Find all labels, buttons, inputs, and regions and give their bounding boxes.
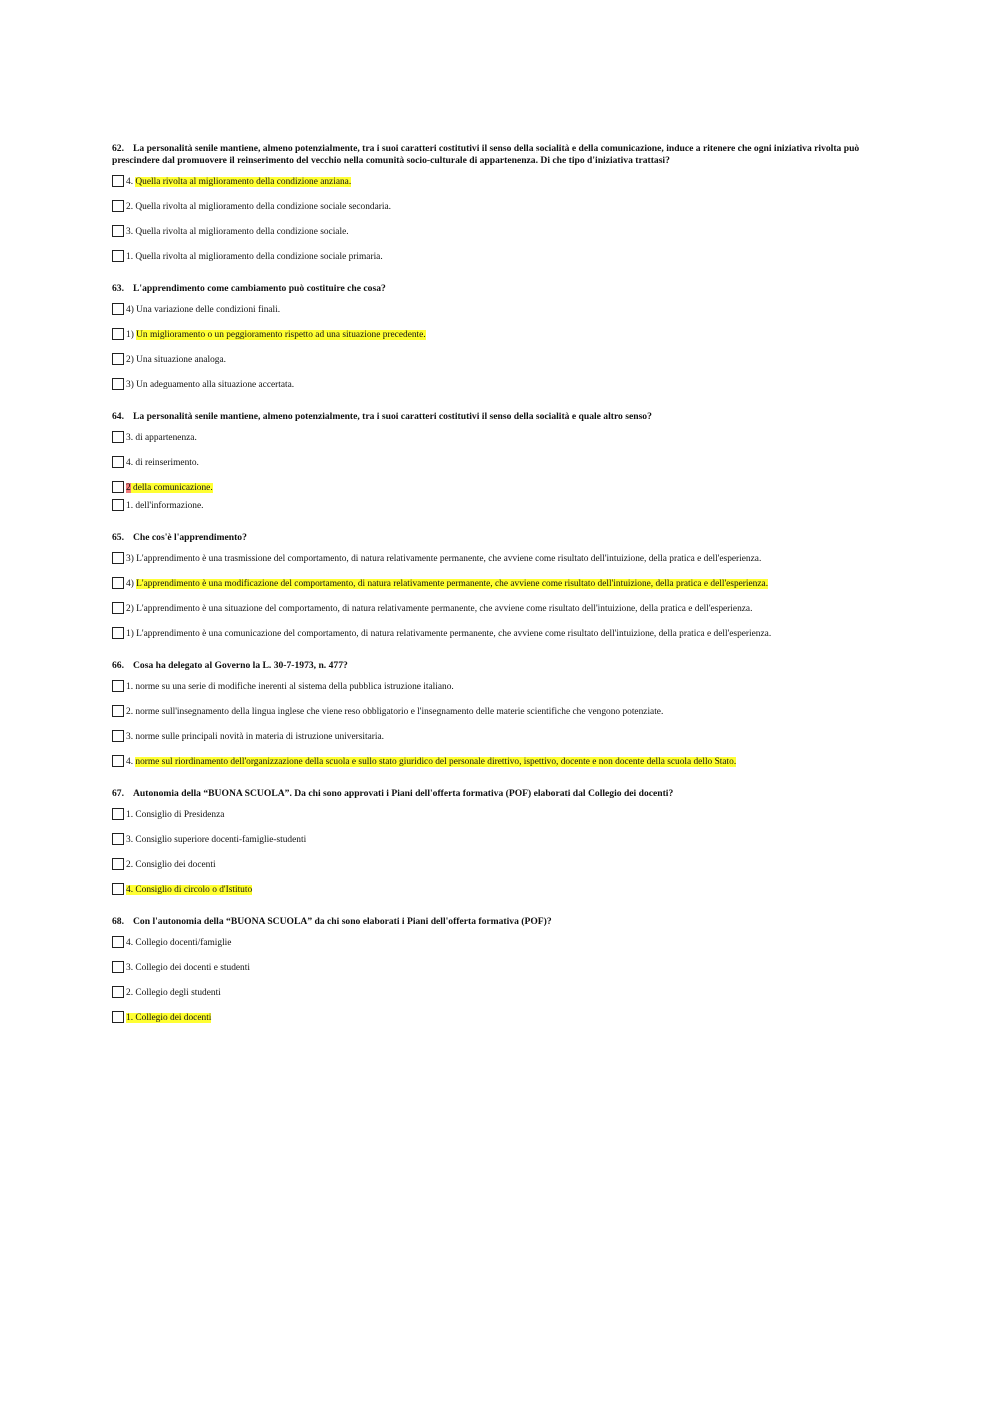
answer-text	[126, 200, 391, 213]
answer-label: di appartenenza.	[135, 433, 197, 443]
answer-option	[112, 353, 872, 367]
answer-prefix: 3.	[126, 963, 134, 973]
answer-label: Consiglio di circolo o d'Istituto	[135, 885, 253, 895]
answer-label: Quella rivolta al miglioramento della condizione sociale primaria.	[135, 252, 383, 262]
answer-option	[112, 808, 872, 822]
answer-text	[126, 225, 349, 238]
answer-checkbox[interactable]	[112, 353, 124, 365]
answer-prefix: 3.	[126, 835, 134, 845]
answer-text	[126, 680, 454, 693]
answer-label: Collegio dei docenti e studenti	[135, 963, 250, 973]
question-label: La personalità senile mantiene, almeno potenzialmente, tra i suoi caratteri costitutivi il senso della socialità e della comunicazione, induce a ritenere che ogni iniziativa rivolta può prescindere dal promuovere il reinserimento del vecchio nella comunità socio-culturale di appartenenza. Di che tipo d'iniziativa trattasi?	[112, 143, 860, 166]
answer-label: dell'informazione.	[135, 501, 204, 511]
answer-prefix: 4.	[126, 938, 134, 948]
answer-label: Quella rivolta al miglioramento della condizione sociale secondaria.	[135, 202, 392, 212]
answer-text	[126, 961, 250, 974]
answer-option	[112, 328, 872, 342]
answer-checkbox[interactable]	[112, 705, 124, 717]
answer-label: L'apprendimento è una situazione del comportamento, di natura relativamente permanente, che avviene come risultato dell'intuizione, della pratica e dell'esperienza.	[136, 604, 753, 614]
answer-prefix: 1.	[126, 682, 134, 692]
question-number: 65.	[112, 532, 124, 543]
answer-prefix: 1.	[126, 1013, 134, 1023]
answer-label: Consiglio di Presidenza	[135, 810, 225, 820]
answer-label: norme su una serie di modifiche inerenti al sistema della pubblica istruzione italiano.	[135, 682, 454, 692]
answer-text	[126, 499, 203, 512]
quiz-content	[112, 143, 872, 1044]
answer-checkbox[interactable]	[112, 499, 124, 511]
answer-label: Collegio docenti/famiglie	[135, 938, 232, 948]
answer-label: Collegio dei docenti	[135, 1013, 212, 1023]
answer-checkbox[interactable]	[112, 1011, 124, 1023]
question-text	[112, 143, 872, 167]
answer-label: Consiglio dei docenti	[135, 860, 216, 870]
answer-prefix: 2)	[126, 604, 134, 614]
answer-option	[112, 627, 872, 641]
answer-checkbox[interactable]	[112, 858, 124, 870]
answer-option	[112, 755, 872, 769]
answer-text	[126, 481, 213, 494]
answer-checkbox[interactable]	[112, 755, 124, 767]
answer-text	[126, 858, 216, 871]
answer-option	[112, 378, 872, 392]
answer-option	[112, 552, 872, 566]
question-text	[112, 411, 872, 423]
answer-label: Una variazione delle condizioni finali.	[136, 305, 281, 315]
answer-option	[112, 481, 872, 495]
answer-text	[126, 1011, 211, 1024]
answer-text	[126, 175, 351, 188]
answer-text	[126, 705, 663, 718]
question-66	[112, 660, 872, 769]
answer-prefix: 1)	[126, 330, 134, 340]
answer-text	[126, 552, 761, 565]
answer-checkbox[interactable]	[112, 328, 124, 340]
answer-option	[112, 883, 872, 897]
answer-prefix: 3)	[126, 380, 134, 390]
answer-text	[126, 833, 306, 846]
question-number: 63.	[112, 283, 124, 294]
question-text	[112, 916, 872, 928]
answer-text	[126, 303, 280, 316]
question-63	[112, 283, 872, 392]
answer-prefix: 4.	[126, 177, 134, 187]
answer-label: di reinserimento.	[135, 458, 199, 468]
answer-option	[112, 456, 872, 470]
question-64	[112, 411, 872, 513]
answer-prefix: 3.	[126, 433, 134, 443]
answer-label: L'apprendimento è una trasmissione del comportamento, di natura relativamente permanente, che avviene come risultato dell'intuizione, della pratica e dell'esperienza.	[136, 554, 762, 564]
question-label: Cosa ha delegato al Governo la L. 30-7-1973, n. 477?	[133, 660, 348, 671]
answer-checkbox[interactable]	[112, 808, 124, 820]
answer-label: della comunicazione.	[133, 483, 213, 493]
answer-text	[126, 431, 197, 444]
question-text	[112, 283, 872, 295]
question-number: 67.	[112, 788, 124, 799]
answer-checkbox[interactable]	[112, 627, 124, 639]
answer-option	[112, 225, 872, 239]
answer-option	[112, 303, 872, 317]
question-text	[112, 788, 872, 800]
answer-option	[112, 1011, 872, 1025]
answer-label: L'apprendimento è una comunicazione del comportamento, di natura relativamente permanente, che avviene come risultato dell'intuizione, della pratica e dell'esperienza.	[136, 629, 772, 639]
answer-option	[112, 577, 872, 591]
answer-prefix: 2	[126, 483, 131, 493]
answer-prefix: 2.	[126, 988, 134, 998]
question-number: 64.	[112, 411, 124, 422]
answer-text	[126, 602, 752, 615]
answer-prefix: 1)	[126, 629, 134, 639]
answer-prefix: 2.	[126, 202, 134, 212]
answer-checkbox[interactable]	[112, 431, 124, 443]
question-label: Autonomia della “BUONA SCUOLA”. Da chi sono approvati i Piani dell'offerta formativa (POF) elaborati dal Collegio dei docenti?	[133, 788, 674, 799]
answer-label: Un adeguamento alla situazione accertata.	[136, 380, 295, 390]
answer-label: Una situazione analoga.	[136, 355, 226, 365]
answer-prefix: 3.	[126, 227, 134, 237]
answer-checkbox[interactable]	[112, 552, 124, 564]
answer-option	[112, 431, 872, 445]
answer-checkbox[interactable]	[112, 986, 124, 998]
answer-text	[126, 627, 771, 640]
answer-text	[126, 250, 383, 263]
answer-label: Consiglio superiore docenti-famiglie-studenti	[135, 835, 307, 845]
answer-option	[112, 705, 872, 719]
answer-text	[126, 808, 224, 821]
answer-prefix: 4)	[126, 305, 134, 315]
question-number: 66.	[112, 660, 124, 671]
answer-checkbox[interactable]	[112, 481, 124, 493]
question-label: Con l'autonomia della “BUONA SCUOLA” da chi sono elaborati i Piani dell'offerta formativa (POF)?	[133, 916, 552, 927]
answer-option	[112, 986, 872, 1000]
answer-label: norme sul riordinamento dell'organizzazione della scuola e sullo stato giuridico del personale direttivo, ispettivo, docente e non docente della scuola dello Stato.	[135, 757, 737, 767]
answer-checkbox[interactable]	[112, 200, 124, 212]
answer-option	[112, 499, 872, 513]
answer-text	[126, 456, 199, 469]
question-label: Che cos'è l'apprendimento?	[133, 532, 247, 543]
answer-checkbox[interactable]	[112, 883, 124, 895]
answer-label: Quella rivolta al miglioramento della condizione sociale.	[135, 227, 349, 237]
answer-prefix: 2.	[126, 860, 134, 870]
answer-checkbox[interactable]	[112, 936, 124, 948]
question-number: 68.	[112, 916, 124, 927]
answer-checkbox[interactable]	[112, 577, 124, 589]
answer-option	[112, 680, 872, 694]
answer-prefix: 3.	[126, 732, 134, 742]
answer-text	[126, 353, 226, 366]
answer-checkbox[interactable]	[112, 303, 124, 315]
answer-checkbox[interactable]	[112, 378, 124, 390]
question-text	[112, 532, 872, 544]
answer-option	[112, 250, 872, 264]
answer-label: Quella rivolta al miglioramento della condizione anziana.	[135, 177, 352, 187]
answer-option	[112, 200, 872, 214]
question-text	[112, 660, 872, 672]
answer-option	[112, 833, 872, 847]
answer-checkbox[interactable]	[112, 225, 124, 237]
answer-text	[126, 378, 294, 391]
question-67	[112, 788, 872, 897]
answer-option	[112, 858, 872, 872]
answer-checkbox[interactable]	[112, 961, 124, 973]
answer-checkbox[interactable]	[112, 730, 124, 742]
answer-option	[112, 175, 872, 189]
answer-text	[126, 755, 736, 768]
answer-label: norme sulle principali novità in materia di istruzione universitaria.	[135, 732, 385, 742]
answer-checkbox[interactable]	[112, 833, 124, 845]
question-68	[112, 916, 872, 1025]
answer-text	[126, 730, 384, 743]
answer-label: Un miglioramento o un peggioramento rispetto ad una situazione precedente.	[136, 330, 426, 340]
answer-label: Collegio degli studenti	[135, 988, 221, 998]
answer-prefix: 4)	[126, 579, 134, 589]
answer-option	[112, 936, 872, 950]
answer-option	[112, 730, 872, 744]
answer-text	[126, 936, 231, 949]
question-65	[112, 532, 872, 641]
answer-checkbox[interactable]	[112, 175, 124, 187]
answer-text	[126, 577, 768, 590]
question-number: 62.	[112, 143, 124, 154]
answer-prefix: 4.	[126, 458, 134, 468]
answer-prefix: 2.	[126, 707, 134, 717]
answer-prefix: 1.	[126, 810, 134, 820]
answer-prefix: 2)	[126, 355, 134, 365]
answer-option	[112, 961, 872, 975]
answer-prefix: 4.	[126, 885, 134, 895]
answer-checkbox[interactable]	[112, 680, 124, 692]
answer-text	[126, 986, 221, 999]
question-label: L'apprendimento come cambiamento può costituire che cosa?	[133, 283, 386, 294]
question-62	[112, 143, 872, 264]
answer-checkbox[interactable]	[112, 456, 124, 468]
answer-text	[126, 883, 252, 896]
answer-label: norme sull'insegnamento della lingua inglese che viene reso obbligatorio e l'insegnamento delle materie scientifiche che vengono potenziate.	[135, 707, 664, 717]
answer-prefix: 3)	[126, 554, 134, 564]
answer-prefix: 1.	[126, 501, 134, 511]
answer-option	[112, 602, 872, 616]
answer-checkbox[interactable]	[112, 250, 124, 262]
answer-prefix: 1.	[126, 252, 134, 262]
answer-text	[126, 328, 426, 341]
answer-checkbox[interactable]	[112, 602, 124, 614]
question-label: La personalità senile mantiene, almeno potenzialmente, tra i suoi caratteri costitutivi il senso della socialità e quale altro senso?	[133, 411, 652, 422]
answer-prefix: 4.	[126, 757, 134, 767]
answer-label: L'apprendimento è una modificazione del comportamento, di natura relativamente permanente, che avviene come risultato dell'intuizione, della pratica e dell'esperienza.	[136, 579, 769, 589]
